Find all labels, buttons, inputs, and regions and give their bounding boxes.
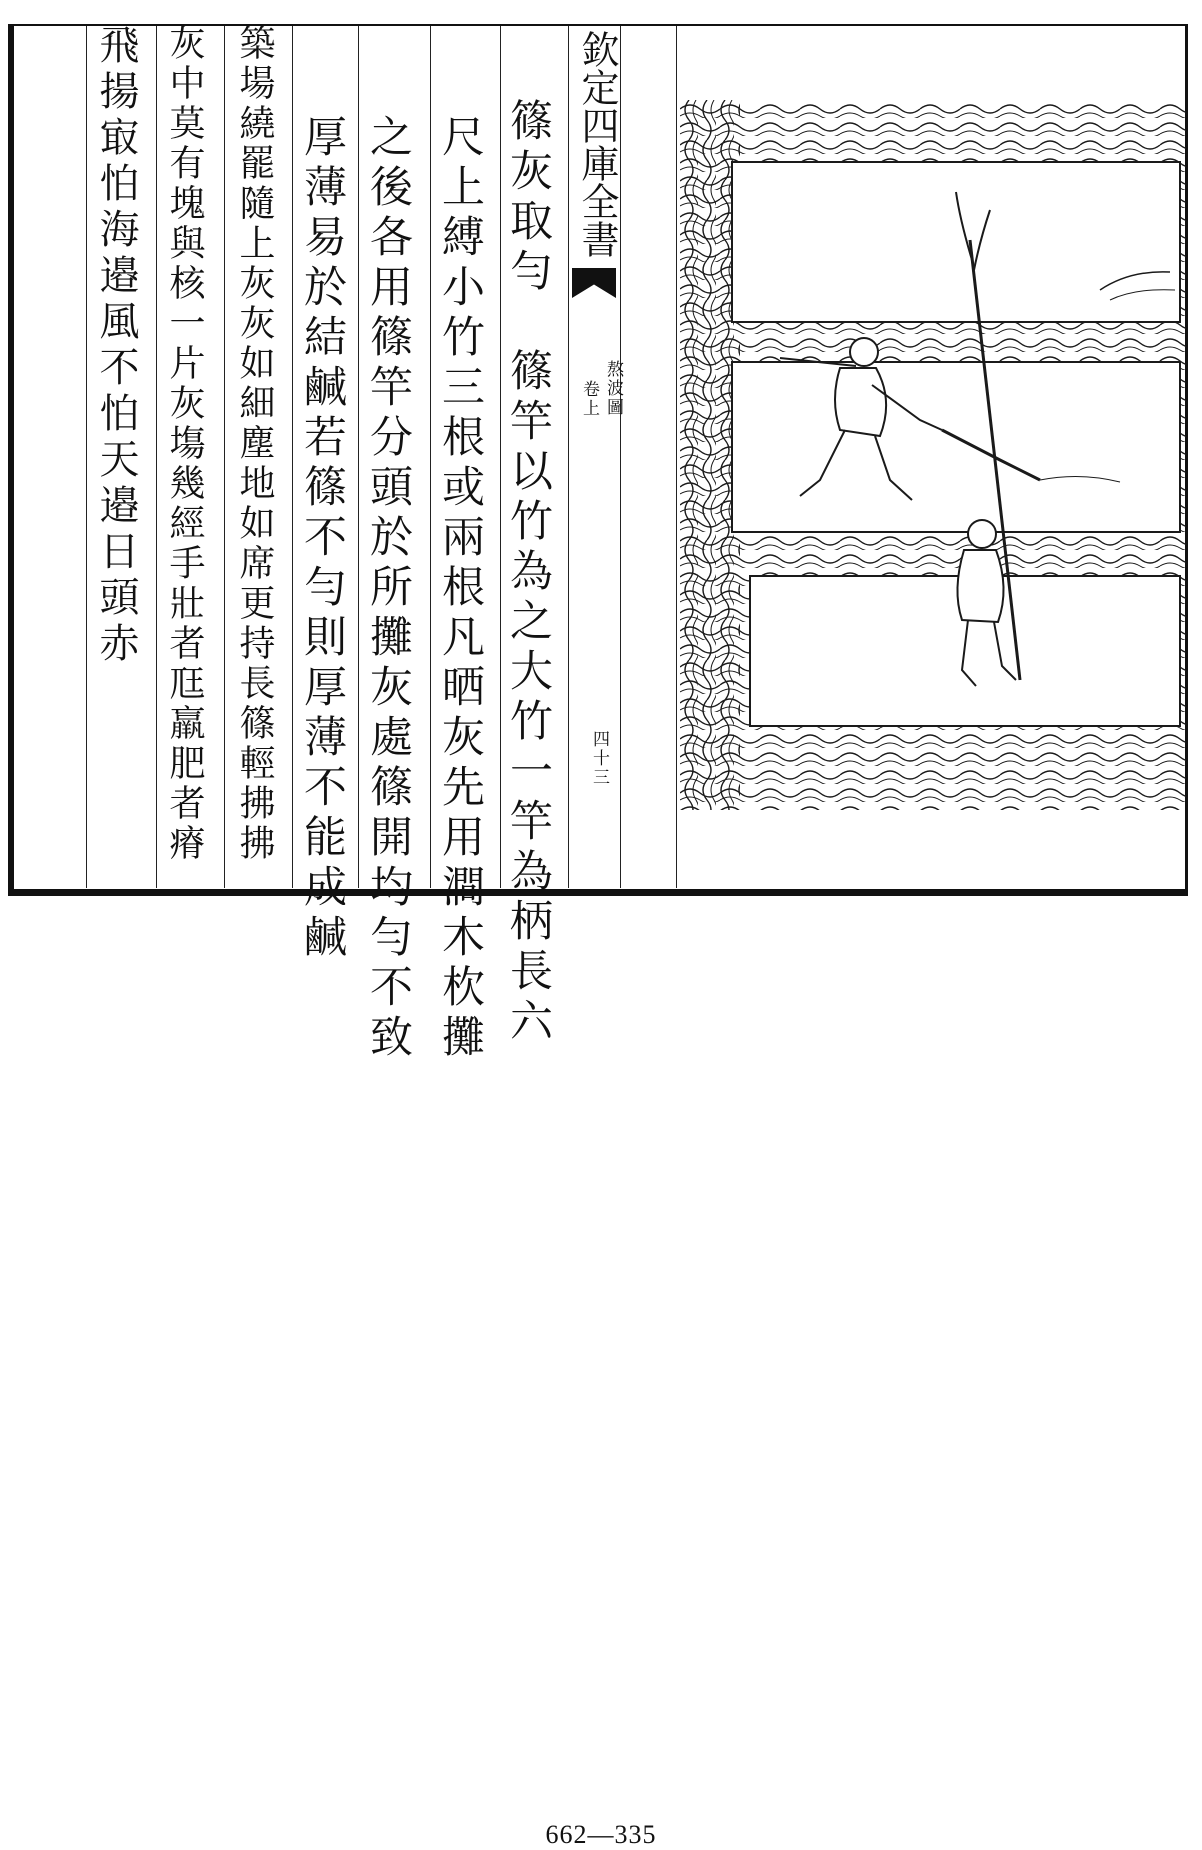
text-column-1: 篠灰取勻 篠竿以竹為之大竹一竿為柄長六 — [503, 98, 553, 1048]
text-column-4: 厚薄易於結鹹若篠不勻則厚薄不能成鹹 — [297, 114, 347, 964]
column-rule — [224, 26, 225, 888]
book-title: 欽定四庫全書 — [575, 30, 619, 258]
column-rule — [676, 26, 677, 888]
column-rule — [358, 26, 359, 888]
column-rule — [292, 26, 293, 888]
text-column-7: 飛揚㝡怕海邉風不怕天邉日頭赤 — [93, 24, 139, 668]
woodblock-illustration — [680, 100, 1186, 810]
text-column-3: 之後各用篠竿分頭於所攤灰處篠開均勻不致 — [363, 114, 413, 1064]
column-rule — [620, 26, 621, 888]
text-column-5: 築場繞罷隨上灰灰如細塵地如席更持長篠輕拂拂 — [234, 24, 275, 864]
text-column-6: 灰中莫有塊與核一片灰塲幾經手壯者尫羸肥者瘠 — [164, 24, 205, 864]
text-column-2: 尺上縛小竹三根或兩根凡晒灰先用澗木杴攤 — [435, 114, 485, 1064]
section-title: 熬波圖 — [603, 360, 623, 417]
column-rule — [156, 26, 157, 888]
column-rule — [568, 26, 569, 888]
column-rule — [430, 26, 431, 888]
leaf-number: 四十三 — [589, 730, 609, 787]
column-rule — [86, 26, 87, 888]
column-rule — [500, 26, 501, 888]
page-number: 662—335 — [545, 1820, 657, 1849]
volume-label: 卷上 — [579, 380, 599, 418]
